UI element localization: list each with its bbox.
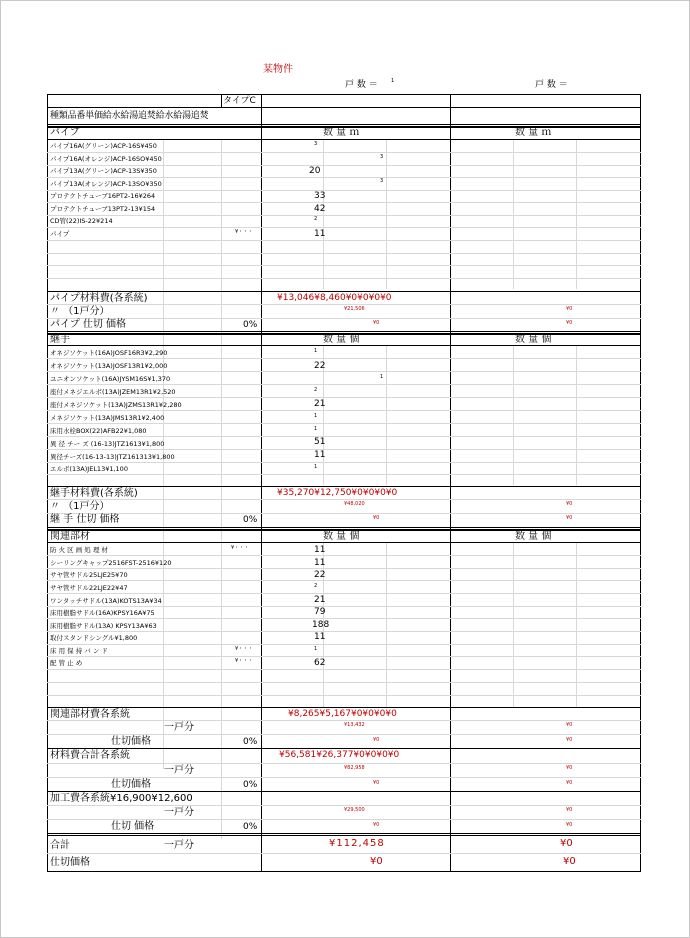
pipe-item-name: パイプ13A(グリーン)ACP-13S¥350 (50, 167, 157, 175)
pipe-material-value: ¥13,046¥8,460¥0¥0¥0¥0 (277, 293, 392, 303)
fittings-cut-pct: 0% (243, 515, 258, 525)
related-cut-label: 仕切価格 (111, 736, 151, 747)
fittings-item-name: ユニオンソケット(16A)JYSM16S¥1,370 (50, 375, 171, 383)
pipe-item-qty: 20 (309, 166, 321, 176)
fittings-item-qty: 1 (314, 426, 318, 432)
fittings-item-name: エルボ(13A)JEL13¥1,100 (50, 465, 128, 473)
fittings-item-qty: 21 (314, 399, 326, 409)
pipe-item-qty: 42 (314, 204, 326, 214)
fittings-item-name: オネジソケット(16A)JOSF16R3¥2,290 (50, 349, 168, 357)
related-item-name: シーリングキャップ2516FST-2516¥120 (50, 559, 172, 567)
fittings-item-name: オネジソケット(13A)JOSF13R1¥2,000 (50, 362, 168, 370)
related-item-name: 床用樹脂サドル(16A)KPSY16A¥75 (50, 609, 155, 617)
related-item-name: サヤ管サドル25LJE25¥70 (50, 571, 128, 579)
fittings-item-qty: 2 (314, 387, 318, 393)
processing-per-unit-label: 一戸分 (164, 807, 194, 818)
total-cut-label: 仕切価格 (50, 857, 90, 868)
pipe-per-unit-value-2: ¥0 (566, 306, 573, 312)
processing-cut-label: 仕切 価格 (111, 821, 155, 832)
related-item-name: 取付スタンドシングル¥1,800 (50, 634, 138, 642)
related-item-qty: 2 (314, 583, 318, 589)
material-total-per-unit-value-1: ¥82,958 (344, 765, 365, 771)
processing-per-unit-value-1: ¥29,500 (344, 807, 365, 813)
related-qty-header-1: 数 量 個 (323, 531, 360, 542)
fittings-per-unit-label: 〃 （1戸分） (50, 501, 110, 512)
total-per-unit-label: 一戸分 (164, 840, 194, 851)
fittings-section-title: 継手 (50, 334, 70, 345)
units-value-1: 1 (391, 78, 395, 84)
fittings-item-name: メネジソケット(13A)JMS13R1¥2,400 (50, 414, 165, 422)
material-total-per-unit-value-2: ¥0 (566, 765, 573, 771)
related-item-name: 防 火 区 画 処 理 材 (50, 546, 108, 554)
related-item-mark: ¥・・・ (231, 545, 250, 551)
fittings-cut-value-2: ¥0 (566, 515, 573, 521)
related-per-unit-value-1: ¥13,432 (344, 722, 365, 728)
related-item-qty: 79 (314, 607, 326, 617)
material-total-cut-label: 仕切価格 (111, 779, 151, 790)
fittings-item-qty: 11 (314, 450, 326, 460)
material-total-per-unit-label: 一戸分 (164, 765, 194, 776)
pipe-item-name: パイプ (50, 230, 70, 238)
fittings-item-qty: 22 (314, 361, 326, 371)
pipe-material-label: パイプ材料費(各系統) (50, 293, 148, 304)
related-item-name: サヤ管サドル22LJE22¥47 (50, 584, 128, 592)
pipe-cut-label: パイプ 仕切 価格 (50, 319, 127, 330)
pipe-item-name: パイプ16A(オレンジ)ACP-16SO¥450 (50, 155, 162, 163)
fittings-item-qty: 51 (314, 437, 326, 447)
material-total-cut-value-2: ¥0 (566, 780, 573, 786)
fittings-item-name: 異 径 チー ズ (16-13)JTZ1613¥1,800 (50, 440, 165, 448)
related-item-qty: 62 (314, 658, 326, 668)
material-total-cut-value-1: ¥0 (373, 780, 380, 786)
pipe-item-qty: 33 (314, 191, 326, 201)
pipe-item-qty: 2 (314, 216, 318, 222)
fittings-item-name: 座付メネジエルボ(13A)JZEM13R1¥2,520 (50, 388, 176, 396)
units-label-1: 戸 数 ＝ (345, 80, 378, 90)
fittings-material-label: 継手材料費(各系統) (50, 488, 138, 499)
type-label: タイプC (223, 96, 256, 106)
pipe-qty-header-2: 数 量 ｍ (515, 127, 552, 138)
pipe-cut-pct: 0% (243, 320, 258, 330)
related-per-unit-value-2: ¥0 (566, 722, 573, 728)
material-total-value: ¥56,581¥26,377¥0¥0¥0¥0 (279, 750, 400, 760)
related-item-mark: ¥・・・ (235, 658, 254, 664)
pipe-item-mark: ¥・・・ (235, 229, 254, 235)
total-cut-value-1: ¥0 (370, 856, 383, 867)
fittings-cut-label: 継 手 仕切 価格 (50, 514, 120, 525)
sheet-title: 某物件 (263, 64, 293, 75)
pipe-item-name: CD管(22)IS-22¥214 (50, 217, 113, 225)
total-value-2: ¥0 (560, 838, 573, 849)
pipe-per-unit-value-1: ¥21,506 (344, 306, 365, 312)
related-item-name: 床用樹脂サドル(13A) KPSY13A¥63 (50, 622, 157, 630)
related-item-mark: ¥・・・ (235, 646, 254, 652)
related-item-name: 配 管 止 め (50, 659, 83, 667)
pipe-cut-value-1: ¥0 (373, 320, 380, 326)
related-item-qty: 21 (314, 595, 326, 605)
units-label-2: 戸 数 ＝ (535, 80, 568, 90)
pipe-per-unit-label: 〃 （1戸分） (50, 306, 110, 317)
pipe-item-qty: 3 (380, 154, 384, 160)
pipe-item-name: パイプ13A(オレンジ)ACP-13SO¥350 (50, 180, 162, 188)
related-item-qty: 11 (314, 558, 326, 568)
related-material-value: ¥8,265¥5,167¥0¥0¥0¥0 (288, 709, 397, 719)
pipe-item-name: プロテクトチューブ13PT2-13¥154 (50, 205, 156, 213)
processing-cut-value-1: ¥0 (373, 822, 380, 828)
material-total-label: 材料費合計各系統 (50, 750, 130, 761)
fittings-item-name: 異径チーズ(16-13-13)JTZ161313¥1,800 (50, 453, 175, 461)
fittings-per-unit-value-2: ¥0 (566, 501, 573, 507)
pipe-item-qty: 11 (314, 229, 326, 239)
related-qty-header-2: 数 量 個 (515, 531, 552, 542)
related-per-unit-label: 一戸分 (164, 722, 194, 733)
processing-cut-pct: 0% (243, 822, 258, 832)
processing-per-unit-value-2: ¥0 (566, 807, 573, 813)
fittings-material-value: ¥35,270¥12,750¥0¥0¥0¥0 (277, 488, 398, 498)
fittings-item-qty: 1 (314, 348, 318, 354)
pipe-item-name: パイプ16A(グリーン)ACP-16S¥450 (50, 142, 157, 150)
related-item-qty: 11 (314, 632, 326, 642)
related-cut-pct: 0% (243, 737, 258, 747)
total-cut-value-2: ¥0 (563, 856, 576, 867)
processing-label: 加工費各系統¥16,900¥12,600 (50, 793, 193, 804)
header-row: 種類品番単価給水給湯追焚給水給湯追焚 (50, 111, 209, 121)
fittings-item-name: 座付メネジソケット(13A)JZMS13R1¥2,280 (50, 401, 182, 409)
related-item-qty: 1 (314, 646, 318, 652)
processing-cut-value-2: ¥0 (566, 822, 573, 828)
fittings-qty-header-1: 数 量 個 (323, 334, 360, 345)
related-item-name: ワンタッチサドル(13A)KOTS13A¥34 (50, 597, 162, 605)
related-item-qty: 188 (312, 620, 330, 630)
pipe-item-qty: 3 (314, 141, 318, 147)
fittings-item-name: 床用水栓BOX(22)AFB22¥1,080 (50, 427, 147, 435)
total-value-1: ¥112,458 (329, 838, 385, 849)
fittings-item-qty: 1 (380, 374, 384, 380)
related-cut-value-2: ¥0 (566, 737, 573, 743)
pipe-qty-header-1: 数 量 ｍ (323, 127, 360, 138)
pipe-item-qty: 3 (380, 178, 384, 184)
fittings-item-qty: 1 (314, 464, 318, 470)
fittings-per-unit-value-1: ¥48,020 (344, 501, 365, 507)
total-label: 合計 (50, 840, 70, 851)
fittings-item-qty: 1 (314, 413, 318, 419)
fittings-cut-value-1: ¥0 (373, 515, 380, 521)
related-cut-value-1: ¥0 (373, 737, 380, 743)
related-item-name: 床 用 保 持 バ ン ド (50, 647, 108, 655)
related-item-qty: 11 (314, 545, 326, 555)
related-section-title: 関連部材 (50, 531, 90, 542)
related-material-label: 関連部材費各系統 (50, 709, 130, 720)
related-item-qty: 22 (314, 570, 326, 580)
pipe-section-title: パイプ (50, 127, 80, 138)
fittings-qty-header-2: 数 量 個 (515, 334, 552, 345)
material-total-cut-pct: 0% (243, 780, 258, 790)
pipe-item-name: プロテクトチューブ16PT2-16¥264 (50, 192, 156, 200)
pipe-cut-value-2: ¥0 (566, 320, 573, 326)
